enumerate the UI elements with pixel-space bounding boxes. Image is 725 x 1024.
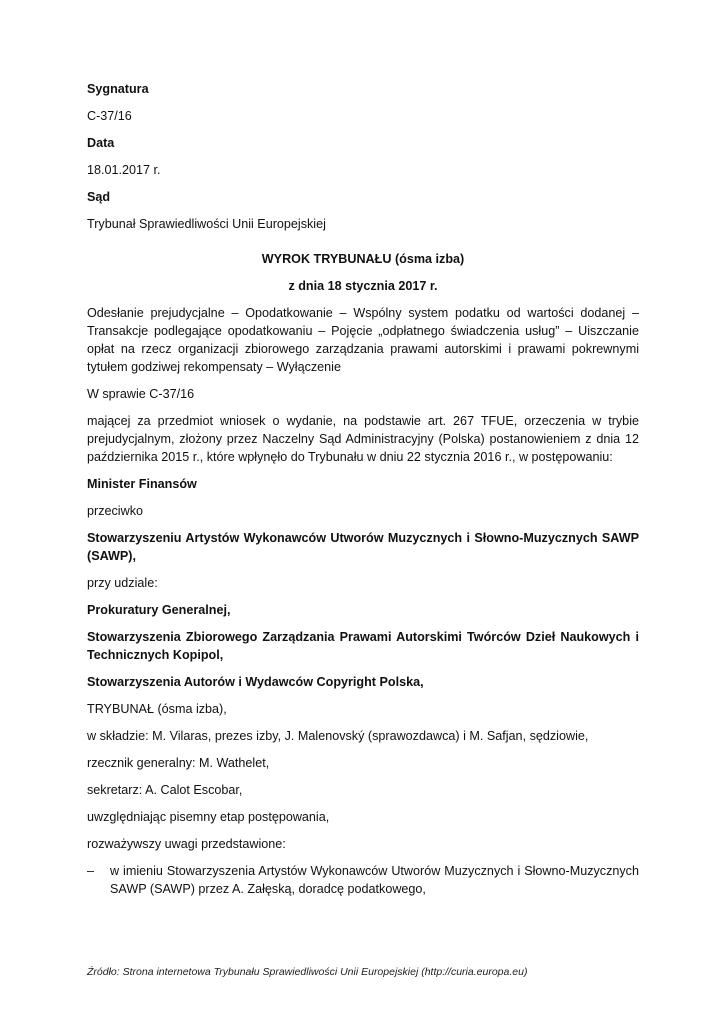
party-applicant: Minister Finansów [87,477,197,491]
procedure-note: uwzględniając pisemny etap postępowania, [87,810,330,824]
case-line: W sprawie C-37/16 [87,387,195,401]
versus-label: przeciwko [87,504,143,518]
sad-value: Trybunał Sprawiedliwości Unii Europejskiej [87,217,326,231]
observation-item [87,862,639,898]
source-footer: Źródło: Strona internetowa Trybunału Sprawiedliwości Unii Europejskiej (http://curia.europa.eu) [87,966,528,978]
intervener-2: Stowarzyszenia Zbiorowego Zarządzania Prawami Autorskimi Twórców Dzieł Naukowych i Technicznych Kopipol, [87,630,639,662]
registrar: sekretarz: A. Calot Escobar, [87,783,243,797]
sygnatura-value: C-37/16 [87,109,132,123]
sad-label: Sąd [87,190,111,204]
observation-text: w imieniu Stowarzyszenia Artystów Wykonawców Utworów Muzycznych i Słowno-Muzycznych SAWP (SAWP) przez A. Załęską, doradcę podatkowego, [110,864,639,896]
judgment-date: z dnia 18 stycznia 2017 r. [288,279,438,293]
court-composition: w składzie: M. Vilaras, prezes izby, J. Malenovský (sprawozdawca) i M. Safjan, sędziowie, [87,729,589,743]
court-chamber: TRYBUNAŁ (ósma izba), [87,702,227,716]
intervener-1: Prokuratury Generalnej, [87,603,231,617]
party-defendant: Stowarzyszeniu Artystów Wykonawców Utworów Muzycznych i Słowno-Muzycznych SAWP (SAWP), [87,531,639,563]
judgment-keywords: Odesłanie prejudycjalne – Opodatkowanie – Wspólny system podatku od wartości dodanej – Transakcje podlegające opodatkowaniu – Pojęcie „odpłatnego świadczenia usług” – Uiszczanie opłat na rzecz organizacji zbiorowego zarządzania prawami autorskimi i prawami pokrewnymi tytułem godziwej rekompensaty – Wyłączenie [87,306,639,374]
judgment-title: WYROK TRYBUNAŁU (ósma izba) [261,252,465,266]
sygnatura-label: Sygnatura [87,82,149,96]
data-label: Data [87,136,115,150]
document-body [87,80,639,907]
data-value: 18.01.2017 r. [87,163,161,177]
list-dash: – [87,864,95,878]
judgment-subject: mającej za przedmiot wniosek o wydanie, na podstawie art. 267 TFUE, orzeczenia w trybie prejudycjalnym, złożony przez Naczelny Sąd Administracyjny (Polska) postanowieniem z dnia 12 października 2015 r., które wpłynęło do Trybunału w dniu 22 stycznia 2016 r., w postępowaniu: [87,414,639,464]
observations-label: rozważywszy uwagi przedstawione: [87,837,286,851]
interveners-label: przy udziale: [87,576,158,590]
advocate-general: rzecznik generalny: M. Wathelet, [87,756,270,770]
intervener-3: Stowarzyszenia Autorów i Wydawców Copyright Polska, [87,675,424,689]
